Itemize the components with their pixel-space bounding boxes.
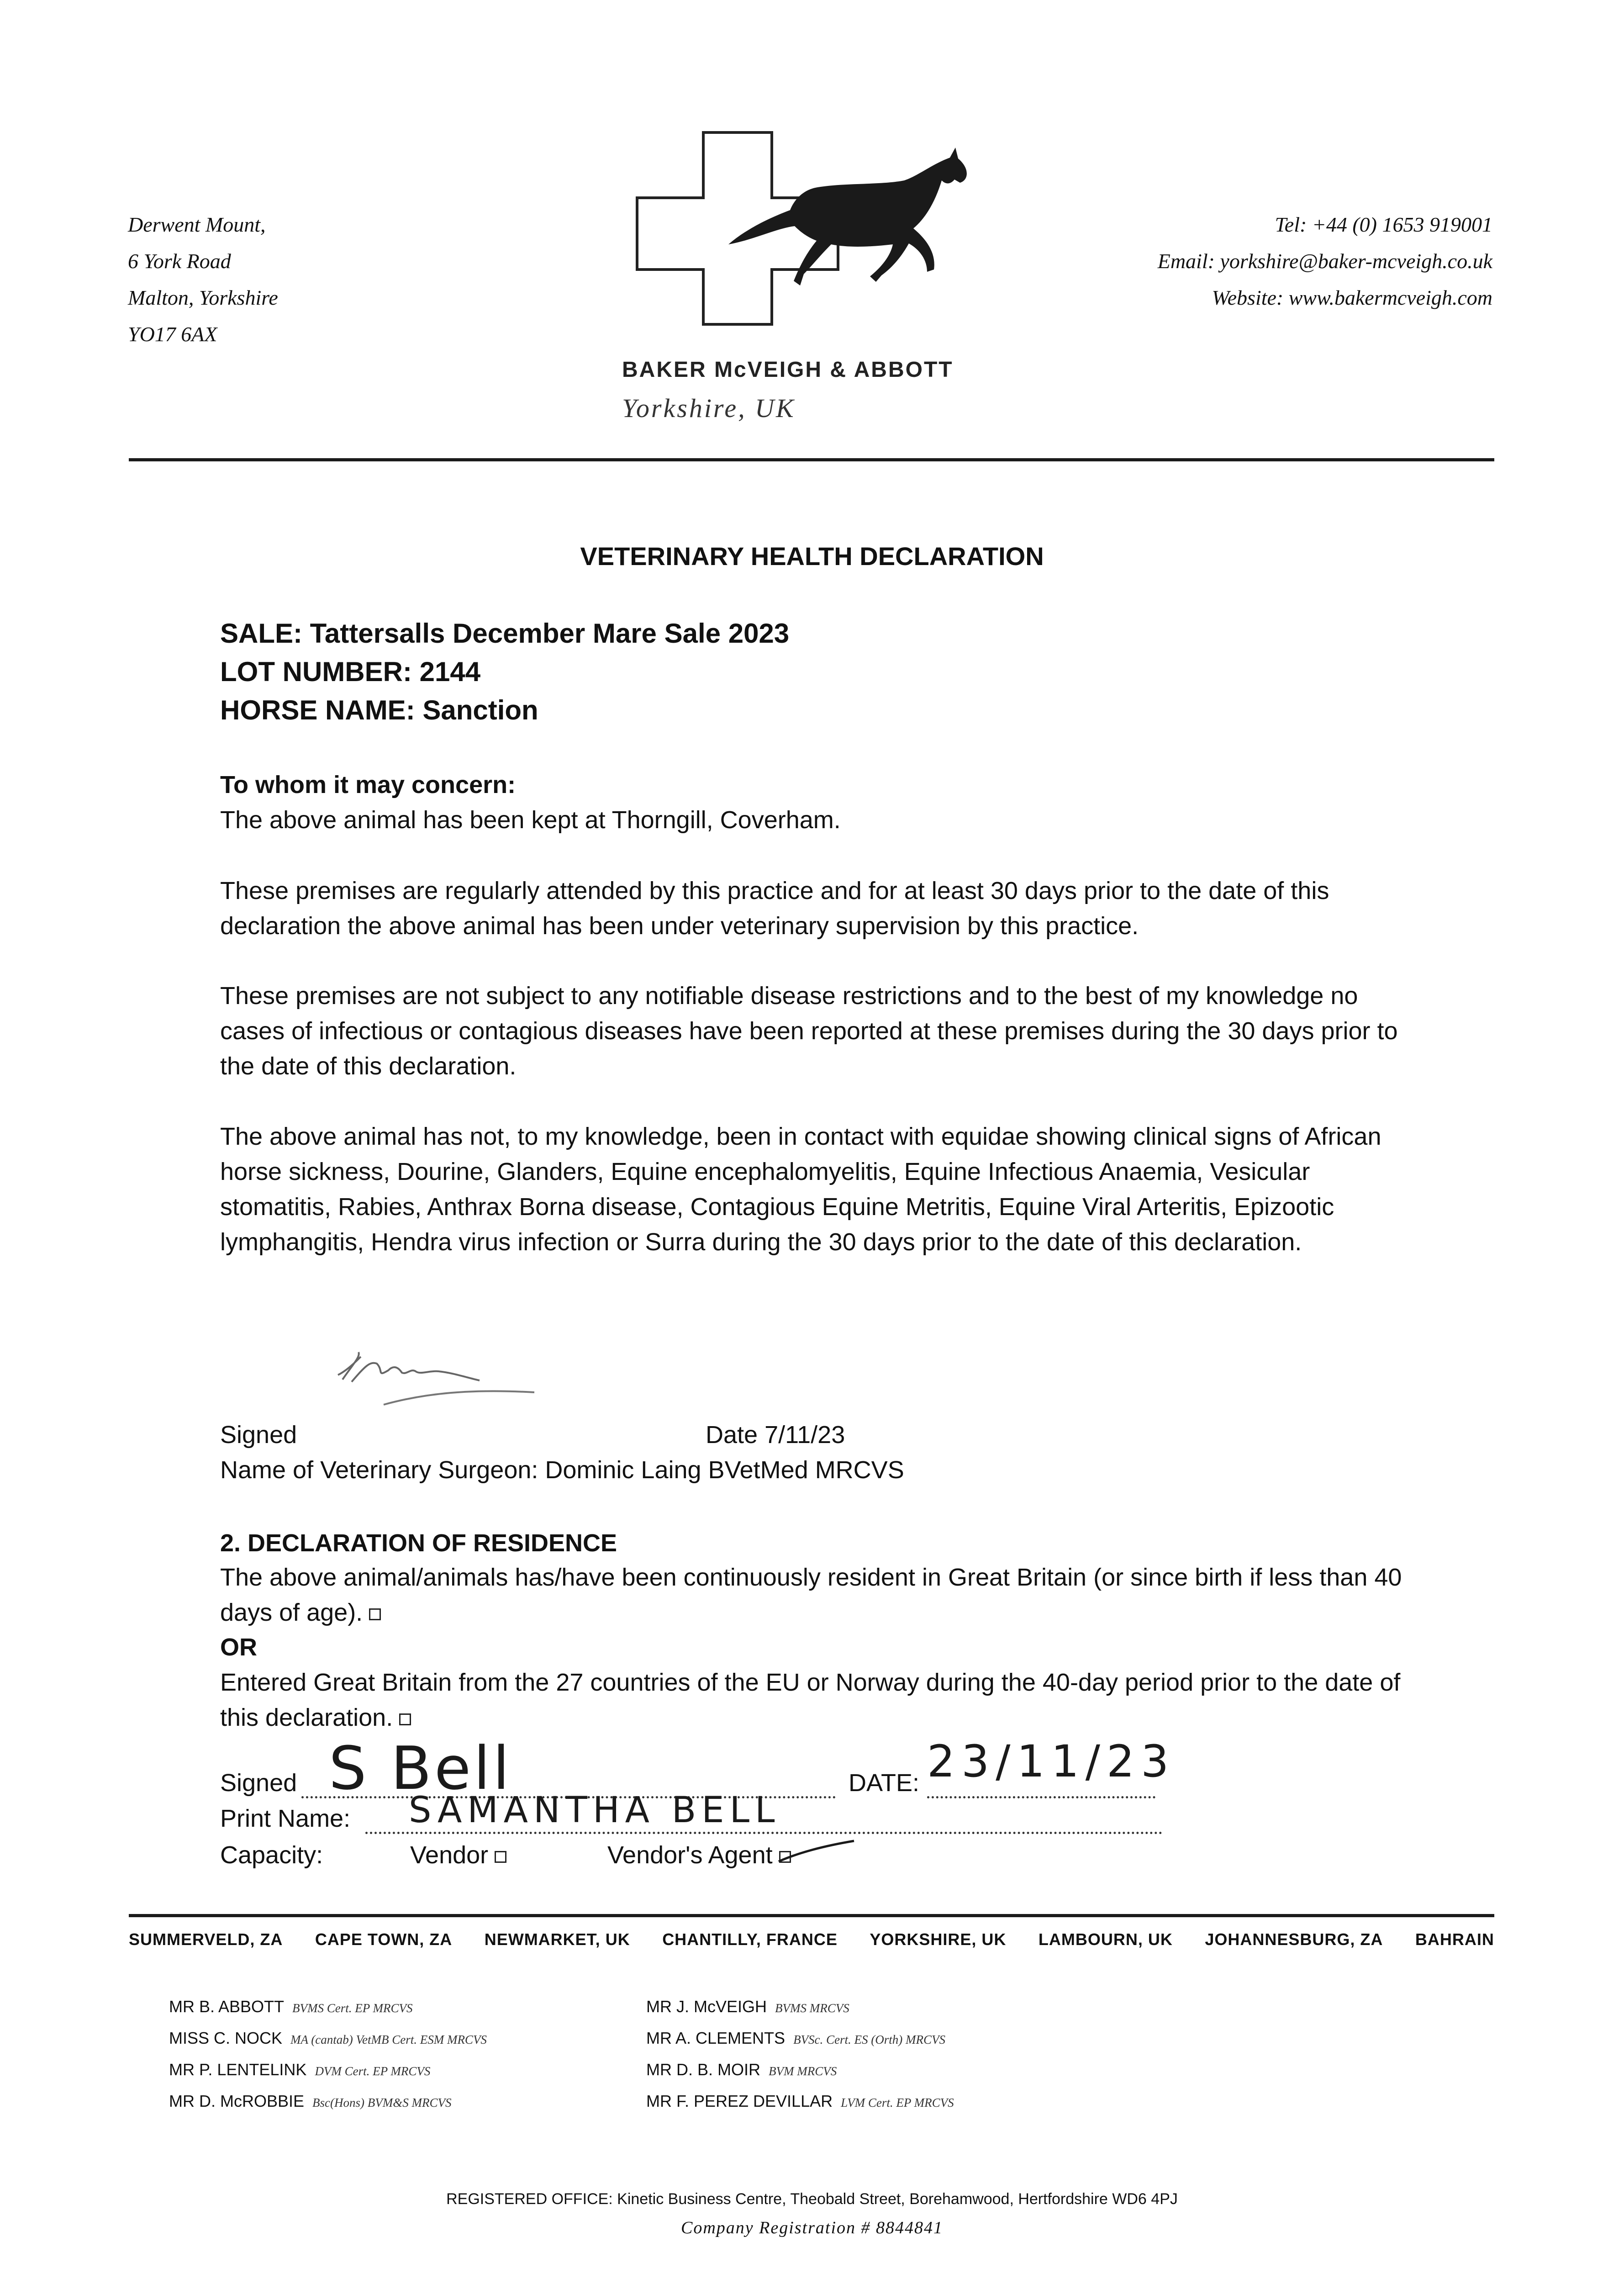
vendor-agent-tick-mark <box>776 1836 859 1873</box>
vet-qualifications: Bsc(Hons) BVM&S MRCVS <box>312 2096 452 2110</box>
date-label: DATE: <box>849 1769 920 1797</box>
vet-entry <box>646 2023 954 2055</box>
residence-option-2-checkbox[interactable] <box>399 1713 411 1725</box>
phone-number: Tel: +44 (0) 1653 919001 <box>1275 213 1492 236</box>
registered-office: REGISTERED OFFICE: Kinetic Business Centre, Theobald Street, Borehamwood, Hertfordshire WD6 4PJ <box>446 2190 1178 2208</box>
vet-qualifications: BVM MRCVS <box>769 2064 837 2078</box>
vet-qualifications: BVSc. Cert. ES (Orth) MRCVS <box>793 2033 946 2046</box>
restrictions-paragraph: These premises are not subject to any notifiable disease restrictions and to the best of my knowledge no cases of infectious or contagious diseases have been reported at these premises during the 30 days prior to the date of this declaration. <box>220 982 1398 1080</box>
office-location: SUMMERVELD, ZA <box>129 1930 283 1949</box>
vets-list-left <box>169 1992 487 2118</box>
vendor-option <box>410 1841 506 1869</box>
residence-option-2-text: Entered Great Britain from the 27 countries of the EU or Norway during the 40-day period prior to the date of this declaration. <box>220 1669 1401 1731</box>
office-location: LAMBOURN, UK <box>1038 1930 1173 1949</box>
sale-name: SALE: Tattersalls December Mare Sale 2023 <box>220 618 790 649</box>
print-name-label: Print Name: <box>220 1805 351 1832</box>
vet-name: MR F. PEREZ DEVILLAR <box>646 2092 833 2110</box>
vet-signature <box>333 1338 543 1430</box>
vet-entry <box>646 2055 954 2086</box>
vet-name: MR J. McVEIGH <box>646 1997 767 2016</box>
vet-qualifications: BVMS Cert. EP MRCVS <box>292 2001 413 2015</box>
address-line: Malton, Yorkshire <box>128 286 278 309</box>
lot-number: LOT NUMBER: 2144 <box>220 656 481 687</box>
office-location: NEWMARKET, UK <box>484 1930 630 1949</box>
residence-option-1-text: The above animal/animals has/have been continuously resident in Great Britain (or since birth if less than 40 days of age). <box>220 1564 1402 1626</box>
firm-location: Yorkshire, UK <box>622 393 796 423</box>
vet-name: MR P. LENTELINK <box>169 2060 307 2079</box>
vet-qualifications: LVM Cert. EP MRCVS <box>841 2096 954 2110</box>
office-location: JOHANNESBURG, ZA <box>1205 1930 1383 1949</box>
declaration-intro <box>220 767 1426 838</box>
kept-at-statement: The above animal has been kept at Thorngill, Coverham. <box>220 806 841 834</box>
vet-name: MISS C. NOCK <box>169 2029 283 2047</box>
residence-option-1 <box>220 1560 1426 1630</box>
practice-contact <box>1158 206 1492 316</box>
horse-name: HORSE NAME: Sanction <box>220 695 538 725</box>
firm-name: BAKER McVEIGH & ABBOTT <box>622 358 954 382</box>
vet-entry <box>169 2023 487 2055</box>
vet-signed-label: Signed <box>220 1421 297 1449</box>
office-location: CAPE TOWN, ZA <box>315 1930 453 1949</box>
residence-option-1-checkbox[interactable] <box>369 1608 381 1620</box>
or-label: OR <box>220 1634 257 1661</box>
address-line: YO17 6AX <box>128 323 217 346</box>
address-line: Derwent Mount, <box>128 213 266 236</box>
office-locations <box>129 1930 1494 1949</box>
cross-and-galloping-horse-icon <box>635 130 982 327</box>
signed-label: Signed <box>220 1769 297 1797</box>
vendor-label: Vendor <box>410 1841 489 1869</box>
email-address: Email: yorkshire@baker-mcveigh.co.uk <box>1157 249 1492 273</box>
vet-entry <box>169 2086 487 2118</box>
vet-qualifications: MA (cantab) VetMB Cert. ESM MRCVS <box>290 2033 487 2046</box>
premises-paragraph: These premises are regularly attended by this practice and for at least 30 days prior to the date of this declaration the above animal has been under veterinary supervision by this practice. <box>220 877 1329 940</box>
office-location: BAHRAIN <box>1415 1930 1494 1949</box>
vet-entry <box>646 1992 954 2023</box>
contact-paragraph: The above animal has not, to my knowledge, been in contact with equidae showing clinical signs of African horse sickness, Dourine, Glanders, Equine encephalomyelitis, Equine Infectious Anaemia, Vesicular stomatitis, Rabies, Anthrax Borna disease, Contagious Equine Metritis, Equine Viral Arteritis, Epizootic lymphangitis, Hendra virus infection or Surra during the 30 days prior to the date of this declaration. <box>220 1123 1381 1256</box>
signature-date[interactable]: 23/11/23 <box>927 1736 1176 1787</box>
capacity-label: Capacity: <box>220 1841 323 1869</box>
website: Website: www.bakermcveigh.com <box>1212 286 1492 309</box>
salutation: To whom it may concern: <box>220 771 516 798</box>
vendor-agent-option <box>607 1841 791 1869</box>
vet-entry <box>169 2055 487 2086</box>
office-location: CHANTILLY, FRANCE <box>662 1930 838 1949</box>
print-name-value[interactable]: SAMANTHA BELL <box>409 1790 780 1831</box>
footer-divider <box>129 1914 1494 1917</box>
vet-name: Name of Veterinary Surgeon: Dominic Laing BVetMed MRCVS <box>220 1456 904 1484</box>
company-registration: Company Registration # 8844841 <box>680 2218 944 2237</box>
vet-qualifications: DVM Cert. EP MRCVS <box>315 2064 431 2078</box>
residence-heading: 2. DECLARATION OF RESIDENCE <box>220 1529 617 1557</box>
vet-qualifications: BVMS MRCVS <box>775 2001 849 2015</box>
vet-name: MR A. CLEMENTS <box>646 2029 786 2047</box>
vet-date: Date 7/11/23 <box>706 1421 845 1449</box>
vet-entry <box>646 2086 954 2118</box>
practice-address <box>128 206 278 353</box>
vendor-checkbox[interactable] <box>495 1851 506 1863</box>
vets-list-right <box>646 1992 954 2118</box>
sale-details <box>220 614 789 730</box>
residence-option-2 <box>220 1665 1426 1735</box>
office-location: YORKSHIRE, UK <box>870 1930 1007 1949</box>
vendor-signature[interactable]: S Bell <box>329 1734 512 1803</box>
vet-name: MR B. ABBOTT <box>169 1997 285 2016</box>
vet-name: MR D. B. MOIR <box>646 2060 760 2079</box>
vendor-agent-label: Vendor's Agent <box>607 1841 773 1869</box>
address-line: 6 York Road <box>128 249 231 273</box>
vet-entry <box>169 1992 487 2023</box>
vet-name: MR D. McROBBIE <box>169 2092 305 2110</box>
document-title: VETERINARY HEALTH DECLARATION <box>580 542 1044 571</box>
header-divider <box>129 458 1494 461</box>
